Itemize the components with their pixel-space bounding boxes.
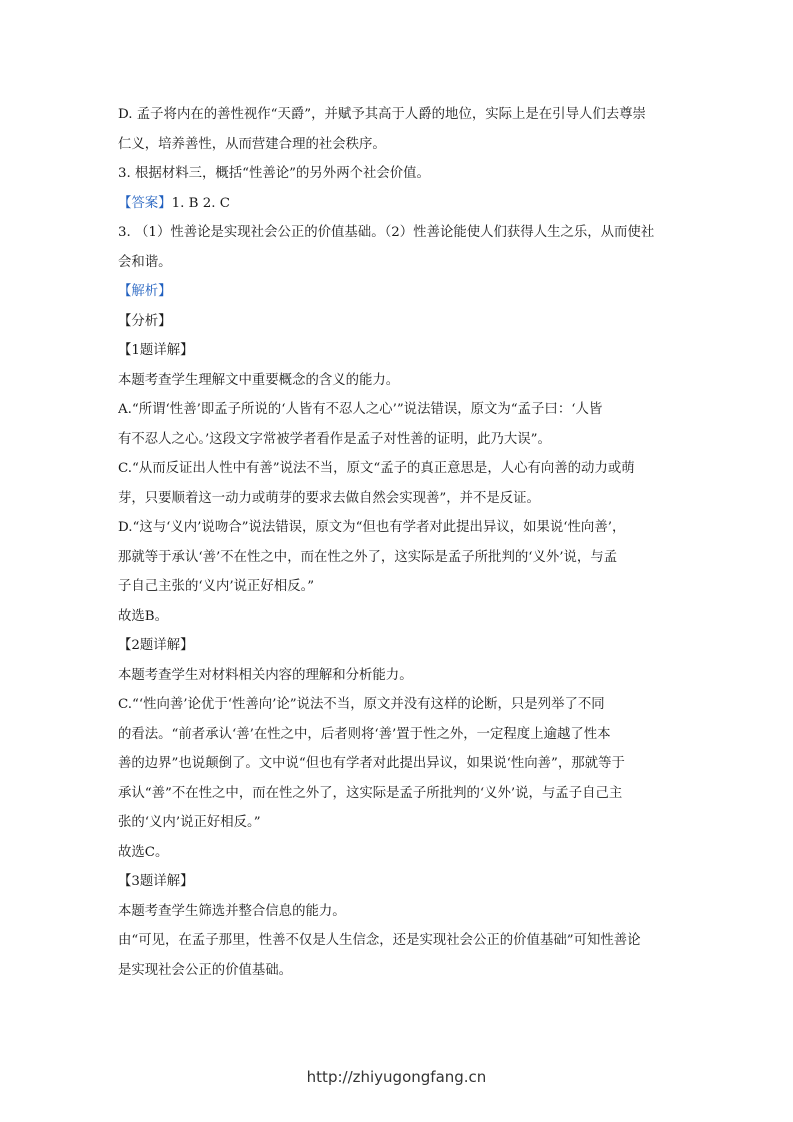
document-body [118, 100, 683, 985]
q1-intro: 本题考查学生理解文中重要概念的含义的能力。 [118, 372, 400, 388]
footer-url: http://zhiyugongfang.cn [306, 1068, 487, 1086]
q1-option-c-line-1: C.“从而反证出人性中有善”说法不当，原文“孟子的真正意思是，人心有向善的动力或萌 [118, 461, 635, 476]
answer-values: 1. B 2. C [171, 195, 230, 211]
option-d-line-1: D. 孟子将内在的善性视作“天爵”，并赋予其高于人爵的地位，实际上是在引导人们去尊崇 [118, 107, 646, 122]
q2-heading: 【2题详解】 [118, 638, 194, 653]
q3-intro: 本题考查学生筛选并整合信息的能力。 [118, 903, 346, 919]
q2-option-c-line-2: 的看法。“前者承认‘善’在性之中，后者则将‘善’置于性之外，一定程度上逾越了性本 [118, 726, 611, 742]
answer-line [118, 189, 683, 219]
q3-explanation-line-1: 由“可见，在孟子那里，性善不仅是人生信念，还是实现社会公正的价值基础”可知性善论 [118, 933, 641, 948]
q1-conclusion: 故选B。 [118, 608, 169, 624]
q1-option-c-line-2: 芽，只要顺着这一动力或萌芽的要求去做自然会实现善”，并不是反证。 [118, 490, 540, 506]
q1-option-a-line-2: 有不忍人之心。’这段文字常被学者看作是孟子对性善的证明，此乃大误”。 [118, 431, 551, 447]
q3-explanation-line-2: 是实现社会公正的价值基础。 [118, 962, 293, 978]
q2-intro: 本题考查学生对材料相关内容的理解和分析能力。 [118, 667, 413, 683]
q1-option-a-line-1: A.“所谓‘性善’即孟子所说的‘人皆有不忍人之心’”说法错误，原文为“孟子曰：‘人皆 [118, 402, 603, 417]
answer-tag: 【答案】 [118, 195, 172, 211]
q1-option-d-line-3: 子自己主张的‘义内’说正好相反。” [118, 579, 315, 594]
option-d-line-2: 仁义，培养善性，从而营建合理的社会秩序。 [118, 136, 386, 152]
q3-heading: 【3题详解】 [118, 874, 194, 889]
question-3: 3. 根据材料三，概括“性善论”的另外两个社会价值。 [118, 166, 430, 181]
q2-option-c-line-1: C.“‘性向善’论优于‘性善向’论”说法不当，原文并没有这样的论断，只是列举了不同 [118, 697, 605, 712]
q2-option-c-line-4: 承认“善”不在性之中，而在性之外了，这实际是孟子所批判的‘义外’说，与孟子自己主 [118, 785, 623, 801]
q1-option-d-line-1: D.“这与‘义内’说吻合”说法错误，原文为“但也有学者对此提出异议，如果说‘性向善’， [118, 520, 626, 535]
q2-conclusion: 故选C。 [118, 844, 169, 860]
analysis-subheading: 【分析】 [118, 313, 172, 329]
q1-heading: 【1题详解】 [118, 343, 194, 358]
analysis-heading: 【解析】 [118, 284, 172, 299]
q2-option-c-line-5: 张的‘义内’说正好相反。” [118, 815, 261, 830]
answer-3-line-2: 会和谐。 [118, 254, 172, 270]
q2-option-c-line-3: 善的边界”也说颠倒了。文中说“但也有学者对此提出异议，如果说‘性向善”，那就等于 [118, 756, 625, 771]
answer-3-line-1: 3. （1）性善论是实现社会公正的价值基础。（2）性善论能使人们获得人生之乐，从而使社 [118, 225, 655, 240]
q1-option-d-line-2: 那就等于承认‘善’不在性之中，而在性之外了，这实际是孟子所批判的‘义外’说，与孟 [118, 549, 618, 565]
